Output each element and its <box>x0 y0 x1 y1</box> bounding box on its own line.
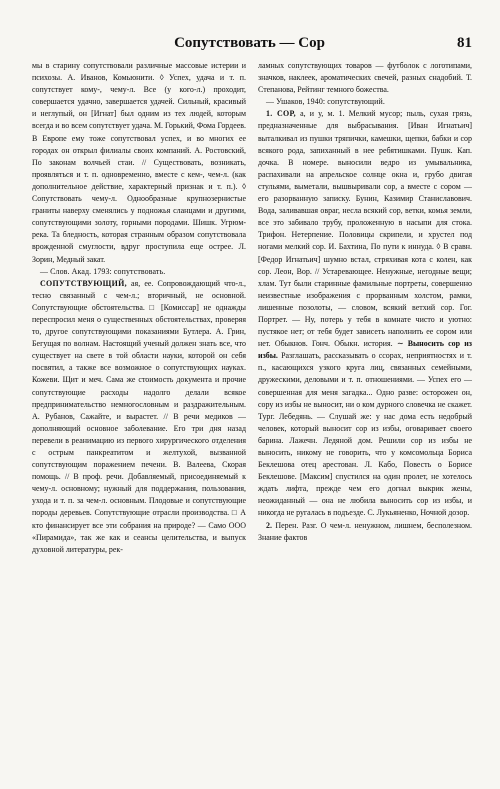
entry-soputstvuyushchiy <box>32 278 246 556</box>
idiom-body: Разглашать, рассказывать о ссорах, неприятностях и т. п., касающихся узкого круга лиц, связанных семейными, дружескими, деловыми и т. п. отношениями. — Успех его — совершенная для меня загадка... Одно разве: осторожен он, сору из избы не выносит, ни о ком дурного словечка не скажет. Тург. Лебедянь. — Слушай же: у нас дома есть недобрый человек, который выносит сор из избы, оговаривает своего барина. Лажечн. Ледяной дом. Решили сор из избы не выносить, никому не говорить, что у комсомольца Бориса Беклешова отец арестован. Л. Кабо, Повесть о Борисе Беклешове. [Максим] спустился на один пролет, не хотелось ждать лифта, прежде чем его догнал выкрик жены, неожиданный — она не любила выносить сор из избы, и никогда не ругалась в подъезде. С. Лукьяненко, Ночной дозор. <box>258 351 472 518</box>
left-column <box>32 60 246 556</box>
entry-body: ая, ее. Сопровождающий что-л., тесно связанный с чем-л.; вторичный, не основной. Сопутствующие обстоятельства. □ [Комиссар] не однажды переспросил меня о существенных обстоятельствах, проверяя то, другое сопутствующими показаниями Бутлера. А. Грин, Бегущая по волнам. Настоящий ученый должен знать все, что существует на свете в той области науки, которой он себя посвятил, а также все возможное о сопутствующих науках. Кожеви. Щит и меч. Сама же стоимость документа и прочие сопутствующие расходы надолго делали всякое предпринимательство немногословным и раздражительным. А. Рубанов, Сажайте, и вырастет. // В речи медиков — дополняющий основное заболевание. Его три дня назад перевели в реанимацию из первого хирургического отделения с острым панкреатитом и желтухой, вызванной сопутствующим поражением печени. В. Валеева, Скорая помощь. // В проф. речи. Добавляемый, присоединяемый к чему-л. основному; нужный для поддержания, пользования, ухода и т. п. за чем-л. основным. Плодовые и сопутствующие породы деревьев. Сопутствующие отрасли производства. □ А кто финансирует все эти собрания на природе? — Само ООО «Пирамида», так же как и сеансы целительства, и выпуск духовной литературы, рек- <box>32 278 247 554</box>
sense-number: 2. <box>266 520 272 530</box>
headword: СОПУТСТВУЮЩИЙ, <box>40 278 127 288</box>
entry-source: — Слов. Акад. 1793: сопутствовать. <box>40 266 166 276</box>
idiom-headword: ∼ Выносить сор из избы. <box>258 339 473 361</box>
entry-sor <box>258 108 472 519</box>
entry-body: а, и у, м. 1. Мелкий мусор; пыль, сухая грязь, предназначенные для выбрасывания. [Иван Игнатьич] выталкивал из пушки тряпички, камешки, щепки, бабки и сор всякого рода, запиханный в нее ребятишками. Пушк. Кап. дочка. В номере. выносили ведро из умывальника, распахивали на апрельское солнце окна и, грубо двигая стульями, выметали, вышвыривали сор, а вместе с сором — его разорванную записку. Бунин, Казимир Станиславович. Вода, заливавшая овраг, несла всякий сор, ветки, комья земли, все это забивало трубу, проложенную в насыпи для стока. Трифон. Нетерпение. Половицы скрипели, и хрустел под ногами мелкий сор. И. Бахтина, По пути к иннуда. ◊ В сравн. [Федор Игнатьич] шумно встал, стряхивая кота с колен, как сор. Леон, Вор. // Устаревающее. Ненужные, негодные вещи; хлам. Тут были старинные фамильные портреты, совершенно неизвестные изображения с прорванным холстом, рамки, лишенные позолоты, — словом, всякий ветхий сор. Гог. Портрет. — Ну, потерь у тебя в комнате чисто и уютно: пустякое нет; от тебя будет зависеть наполнить ее сором или нет. Обыкнов. Гонч. Обыкн. история. <box>258 109 472 349</box>
running-head-title: Сопутствовать — Сор <box>174 34 325 51</box>
entry-source: — Ушаков, 1940: сопутствующий. <box>266 97 385 107</box>
entry-text-sopu-continued: мы в старину сопутствовали различные массовые истерии и психозы. А. Иванов, Комьюнити. ◊ Успех, удача и т. п. сопутствует кому-, чему-л. Все (у кого-л.) проходит, совершается удачно, завершается удачей. Сильный, красивый и неглупый, он [Игнат] был одним из тех людей, которым всегда и во всем сопутствует удача. М. Горький, Фома Гордеев. В Европе ему тоже сопутствовал успех, и во многих ее городах он открыл филиалы своих компаний. А. Ростовский, По законам волчьей стаи. // Существовать, возникать, проявляться и т. п. одновременно, вместе с кем-, чем-л. (как дополнительное действие, характерный признак и т. п.). ◊ Сопутствовать чему-л. Однообразные крупнозернистые граниты наверху сменялись у подножья сланцами и другими, сопутствующими золоту, горными породами. Шишк. Угрюм-река. Та бледность, которая странным образом сопутствовала врожденной смуглости, вдруг проступила еще острее. Л. Зорин, Медный закат. <box>32 61 246 264</box>
running-head <box>32 0 472 58</box>
text-columns <box>32 60 472 556</box>
entry-text-continued: ламных сопутствующих товаров — футболок с логотипами, значков, наклеек, ароматических свечей, разных снадобий. Т. Степанова, Рейтинг темного божества. <box>258 61 472 95</box>
headword: 1. СОР, <box>266 109 296 119</box>
page-number: 81 <box>457 34 472 51</box>
right-column <box>258 60 472 556</box>
sense-body: Перен. Разг. О чем-л. ненужном, лишнем, бесполезном. Знание фактов <box>258 520 472 542</box>
entry-sense-2 <box>258 520 472 544</box>
